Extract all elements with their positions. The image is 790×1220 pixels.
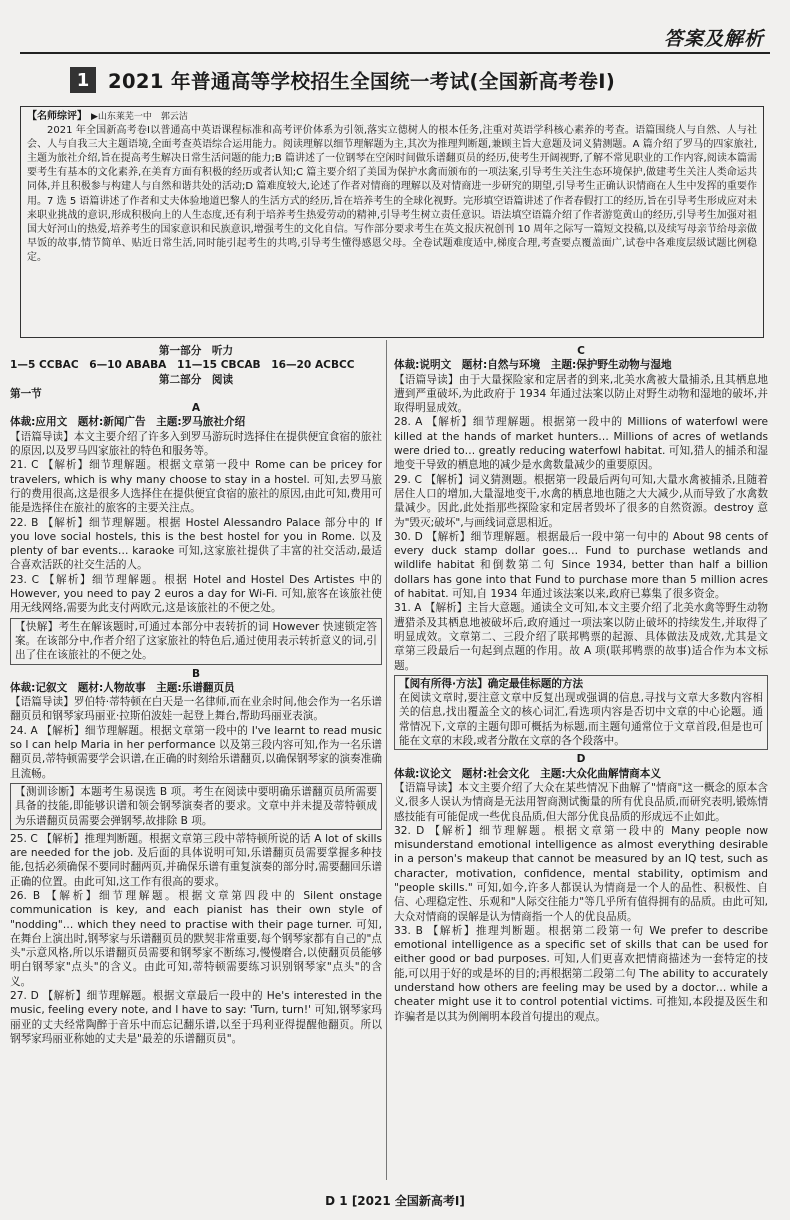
answer-24: 24. A 【解析】细节理解题。根据文章第一段中的 I've learnt to read music so I can help Maria in her performance 以及第三段内容可知,作为一名乐谱翻页员,蒂特顿需要学会识谱,在正确的时刻给乐谱翻页,以确保钢琴家的演奏准确且流畅。 xyxy=(10,724,382,780)
passage-b-meta: 体裁:记叙文 题材:人物故事 主题:乐谱翻页员 xyxy=(10,681,235,694)
answer-26: 26. B 【解析】细节理解题。根据文章第四段中的 Silent onstage communication is key, and each pianist has their own style of "nodding"… which they need to practise with their page turner. 可知,在舞台上演出时,钢琴家与乐谱翻页员的默契非常重要,每个钢琴家都有自己的"点头"示意风格,所以乐谱翻页员需要和钢琴家不断练习,慢慢磨合,以使翻页员能够明白钢琴家"点头"的含义。由此可知,蒂特顿需要练习识别钢琴家"点头"的含义。 xyxy=(10,889,382,988)
answer-29: 29. C 【解析】词义猜测题。根据第一段最后两句可知,大量水禽被捕杀,且随着居住人口的增加,大量湿地变干,水禽的栖息地也随之大大减少,从而导致了水禽数量减少。因此,此处指那些探险家和定居者毁坏了很多的自然资源。destroy 意为"毁灭;破坏",与画线词意思相近。 xyxy=(394,473,768,529)
passage-d-meta: 体裁:议论文 题材:社会文化 主题:大众化曲解情商本义 xyxy=(394,767,661,780)
answer-32: 32. D 【解析】细节理解题。根据文章第一段中的 Many people now misunderstand emotional intelligence as almost everything desirable in a person's makeup that cannot be measured by an IQ test, such as character, motivation, confidence, mental stability, optimism and "people skills." 可知,如今,许多人都误认为情商是一个人的品性、积极性、自信、心理稳定性、乐观和"人际交往能力"等几乎所有值得拥有的品质。由此可知,大众对情商的误解是认为情商指一个人的优良品质。 xyxy=(394,824,768,923)
listening-answers: 1—5 CCBAC 6—10 ABABA 11—15 CBCAB 16—20 ACBCC xyxy=(10,359,355,372)
passage-a-heading: A xyxy=(191,402,201,415)
section-tag: 答案及解析 xyxy=(663,28,764,50)
passage-c-guide: 【语篇导读】由于大量探险家和定居者的到来,北美水禽被大量捕杀,且其栖息地遭到严重破坏,为此政府于 1934 年通过法案以防止对野生动物和湿地的破坏,并取得明显成效。 xyxy=(394,373,768,415)
passage-c-heading: C xyxy=(577,345,585,357)
answer-22: 22. B 【解析】细节理解题。根据 Hostel Alessandro Palace 部分中的 If you love social hostels, this is the best hostel for you in Rome. 以及 plenty of bar events… karaoke 可知,这家旅社提供了丰富的社交活动,最适合喜欢活跃的社交生活的人。 xyxy=(10,516,382,572)
answer-23: 23. C 【解析】细节理解题。根据 Hotel and Hostel Des Artistes 中的 However, you need to pay 2 euros a day for Wi-Fi. 可知,旅客在该旅社使用无线网络,需要为此支付两欧元,这是该旅社的不便之处。 xyxy=(10,573,382,615)
right-column xyxy=(394,344,768,1024)
page-footer: D 1 [2021 全国新高考Ⅰ] xyxy=(325,1194,465,1208)
part1-heading: 第一部分 听力 xyxy=(158,345,234,357)
left-column xyxy=(10,344,382,1046)
passage-a-meta: 体裁:应用文 题材:新闻广告 主题:罗马旅社介绍 xyxy=(10,416,246,429)
answer-27: 27. D 【解析】细节理解题。根据文章最后一段中的 He's interested in the music, feeling every note, and I have to say: 'Turn, turn!' 可知,钢琴家玛丽亚的丈夫经常陶醉于音乐中而忘记翻乐谱,以至于玛利亚得提醒他翻页。所以钢琴家玛丽亚称她的丈夫是"最差的乐谱翻页员"。 xyxy=(10,990,382,1045)
method-tip-title: 【阅有所得·方法】确定最佳标题的方法 xyxy=(399,677,584,690)
answer-33: 33. B 【解析】推理判断题。根据第二段第一句 We prefer to describe emotional intelligence as a specific set of skills that can be used for either good or bad purposes. 可知,人们更喜欢把情商描述为一套特定的技能,可以用于好的或是坏的目的;再根据第二段第二句 The ability to accurately understand how others are feeling may be used by a doctor… while a cheater might use it to control potential victims. 可推知,本段提及医生和诈骗者是以其为例阐明本段首句提出的观点。 xyxy=(394,924,768,1023)
header-rule xyxy=(20,52,770,54)
review-author: ▶山东莱芜一中 郭云洁 xyxy=(91,112,188,122)
quick-tip-box: 【快解】考生在解该题时,可通过本部分中表转折的词 However 快速锁定答案。在该部分中,作者介绍了这家旅社的特色后,通过使用表示转折意义的词,引出了住在该旅社的不便之处。 xyxy=(10,618,382,665)
passage-c-meta: 体裁:说明文 题材:自然与环境 主题:保护野生动物与湿地 xyxy=(394,359,672,372)
review-label: 【名师综评】 xyxy=(27,111,87,122)
exam-title xyxy=(70,66,615,94)
passage-d-heading: D xyxy=(576,753,586,766)
method-tip-text: 在阅读文章时,要注意文章中反复出现或强调的信息,寻找与文章大多数内容相关的信息,找出覆盖全文的核心词汇,看选项内容是否切中文章的中心论题。通常情况下,文章的主题句即可概括为标题,而主题句通常位于文章首段,但是也可能在文章的末段,或者分散在文章的各个段落中。 xyxy=(399,692,763,748)
passage-b-heading: B xyxy=(191,667,201,680)
answer-21: 21. C 【解析】细节理解题。根据文章第一段中 Rome can be pricey for travelers, which is why many choose to stay in a hostel. 可知,去罗马旅行的费用很高,这是很多人选择住在提供便宜食宿的旅社的原因,由此可知,费用可能是选择住在旅社的旅客的主要关注点。 xyxy=(10,459,382,515)
passage-b-guide: 【语篇导读】罗伯特·蒂特顿在白天是一名律师,而在业余时间,他会作为一名乐谱翻页员和钢琴家玛丽亚·拉斯伯波娃一起登上舞台,帮助玛丽亚表演。 xyxy=(10,696,382,723)
answer-31: 31. A 【解析】主旨大意题。通读全文可知,本文主要介绍了北美水禽等野生动物遭猎杀及其栖息地被破坏后,政府通过一项法案以防止破坏的持续发生,并取得了明显成效。文章第二、三段介绍了联邦鸭票的起源、具体做法及成效,尤其是文章第三段最后一句起到点题的作用。故 A 项(联邦鸭票的故事)适合作为本文标题。 xyxy=(394,602,768,672)
section1-heading: 第一节 xyxy=(10,387,42,400)
column-divider xyxy=(386,340,387,1180)
answer-25: 25. C 【解析】推理判断题。根据文章第三段中蒂特顿所说的话 A lot of skills are needed for the job. 及后面的具体说明可知,乐谱翻页员需要掌握多种技能,包括必须确保不要同时翻两页,并确保乐谱有重复演奏的部分时,需要翻回乐谱正确的位置。由此可知,这工作有很高的要求。 xyxy=(10,832,382,888)
title-number-badge: 1 xyxy=(70,67,96,93)
review-text: 2021 年全国新高考卷Ⅰ以普通高中英语课程标准和高考评价体系为引领,落实立德树人的根本任务,注重对英语学科核心素养的考查。语篇围绕人与自然、人与社会、人与自我三大主题语境,全面考查英语综合运用能力。阅读理解以细节理解题为主,其次为推理判断题,兼顾主旨大意题及词义猜测题。A 篇介绍了罗马的四家旅社,主题为旅社介绍,旨在提高考生解决日常生活问题的能力;B 篇讲述了一位钢琴在空闲时间做乐谱翻页员的经历,使考生开阔视野,了解不常见职业的工作内容,阅读本篇需要考生有基本的文化素养,在美育方面有积极的经历或者认知;C 篇主要介绍了美国为保护水禽而颁布的一项法案,引导考生关注生态环境保护,做建考生关注人类命运共同体,并且积极参与构建人与自然和谐共处的活动;D 篇难度较大,论述了作者对情商的理解以及对情商进一步研究的期望,引导考生正确认识情商在人生中发挥的重要作用。7 选 5 语篇讲述了作者和丈夫体验地道巴黎人的生活方式的经历,旨在培养考生的全球化视野。完形填空语篇讲述了作者春假打工的经历,旨在引导考生形成应对未来职业挑战的意识,形成积极向上的人生态度,还有利于培养考生热爱劳动的精神,引导考生树立责任意识。语法填空语篇介绍了作者游览黄山的经历,引导考生加强对祖国大好河山的热爱,培养考生的国家意识和民族意识,增强考生的文化自信。写作部分要求考生在英文报庆祝创刊 10 周年之际写一篇短文投稿,以及续写母亲节给母亲做早饭的故事,情节简单、贴近日常生活,同时能引起考生的共鸣,引导考生懂得感恩父母。全卷试题难度适中,梯度合理,考查要点覆盖面广,试卷中各难度层级试题比例稳定。 xyxy=(27,125,757,263)
title-text: 2021 年普通高等学校招生全国统一考试(全国新高考卷Ⅰ) xyxy=(108,70,616,93)
passage-d-guide: 【语篇导读】本文主要介绍了大众在某些情况下曲解了"情商"这一概念的原本含义,很多人误认为情商是无法用智商测试衡量的所有优良品质,而研究表明,锻炼情感技能有可能促成一些优良品质,但大部分优良品质的形成远不止如此。 xyxy=(394,781,768,823)
method-tip-box xyxy=(394,675,768,750)
teacher-review-box xyxy=(20,106,764,338)
answer-30: 30. D 【解析】细节理解题。根据最后一段中第一句中的 About 98 cents of every duck stamp dollar goes… Fund to purchase wetlands and wildlife habitat 和倒数第二句 Since 1934, better than half a billion dollars has gone into that Fund to purchase more than 5 million acres of habitat. 可知,自 1934 年通过该法案以来,政府已募集了很多资金。 xyxy=(394,530,768,601)
passage-a-guide: 【语篇导读】本文主要介绍了许多入到罗马游玩时选择住在提供便宜食宿的旅社的原因,以及罗马四家旅社的特色和服务等。 xyxy=(10,430,382,458)
diagnosis-box: 【测训诊断】本题考生易误选 B 项。考生在阅读中要明确乐谱翻页员所需要具备的技能,即能够识谱和领会钢琴演奏者的要求。文章中并未提及蒂特顿成为乐谱翻页员需要会弹钢琴,故排除 B 项。 xyxy=(10,783,382,830)
part2-heading: 第二部分 阅读 xyxy=(158,373,234,386)
answer-28: 28. A 【解析】细节理解题。根据第一段中的 Millions of waterfowl were killed at the hands of market hunters… Millions of acres of wetlands were dried to… greatly reducing waterfowl habitat. 可知,猎人的捕杀和湿地变干导致的栖息地的减少是水禽数量减少的重要原因。 xyxy=(394,416,768,472)
